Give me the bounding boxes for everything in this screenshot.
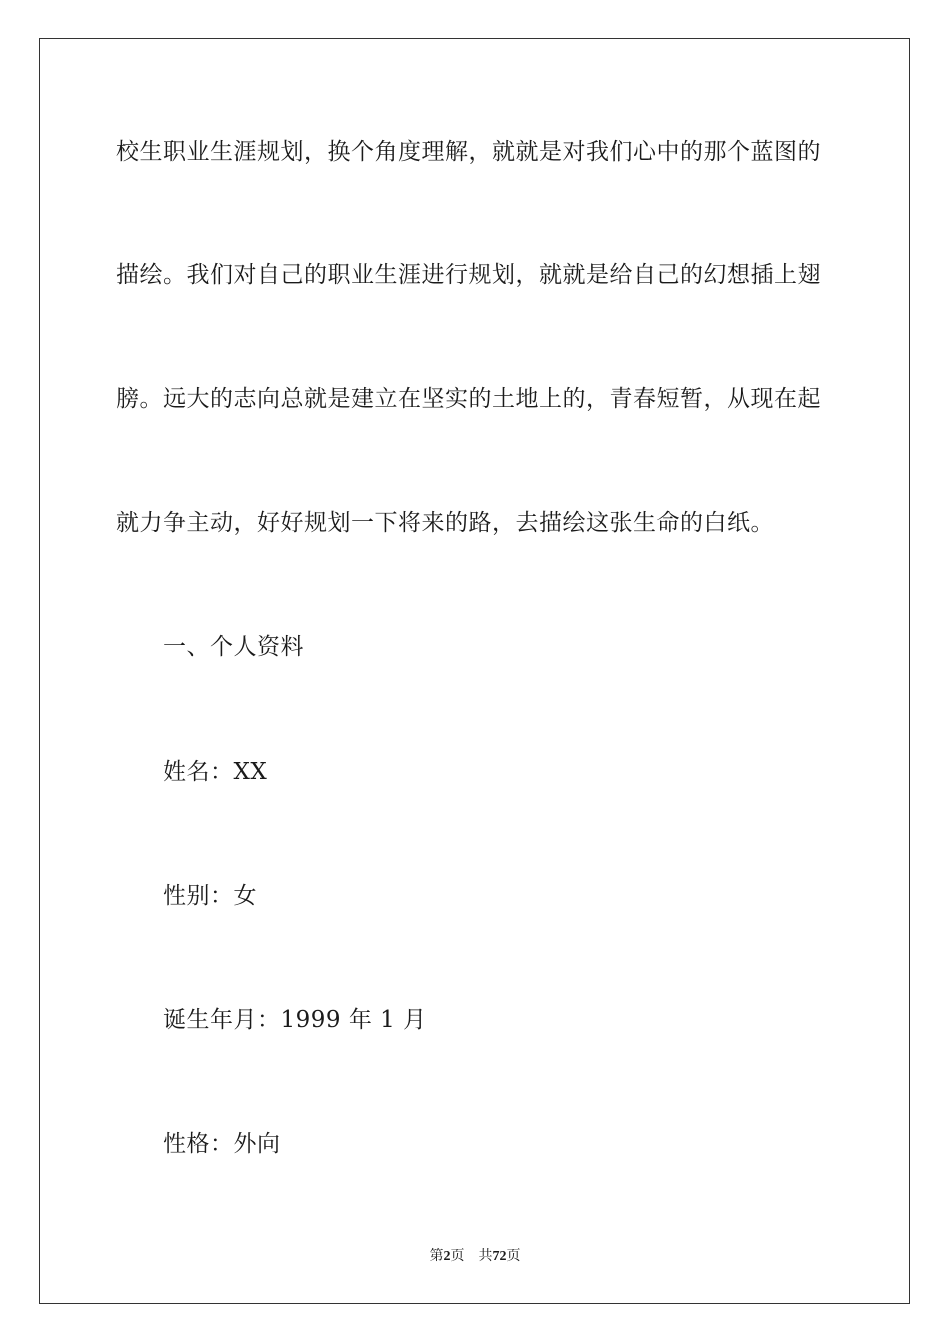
footer-total-unit: 页 (506, 1248, 521, 1264)
paragraph-line-3: 膀。远大的志向总就是建立在坚实的土地上的，青春短暂，从现在起 (116, 386, 821, 412)
page-footer (0, 1247, 950, 1266)
paragraph-line-4: 就力争主动，好好规划一下将来的路，去描绘这张生命的白纸。 (116, 510, 774, 536)
page-border (39, 38, 910, 1304)
paragraph-line-2: 描绘。我们对自己的职业生涯进行规划，就就是给自己的幻想插上翅 (116, 262, 821, 288)
paragraph-line-1: 校生职业生涯规划，换个角度理解，就就是对我们心中的那个蓝图的 (116, 139, 821, 165)
footer-page-prefix: 第 (429, 1248, 444, 1264)
footer-total-prefix: 共 (478, 1248, 493, 1264)
section-heading: 一、个人资料 (163, 634, 304, 660)
profile-personality: 性格：外向 (163, 1131, 281, 1157)
footer-total-pages: 72 (492, 1249, 507, 1264)
footer-page-number: 2 (443, 1249, 451, 1264)
profile-birth: 诞生年月：1999 年 1 月 (163, 1007, 427, 1033)
footer-page-unit: 页 (450, 1248, 465, 1264)
profile-name: 姓名：XX (163, 759, 268, 785)
profile-gender: 性别：女 (163, 883, 257, 909)
